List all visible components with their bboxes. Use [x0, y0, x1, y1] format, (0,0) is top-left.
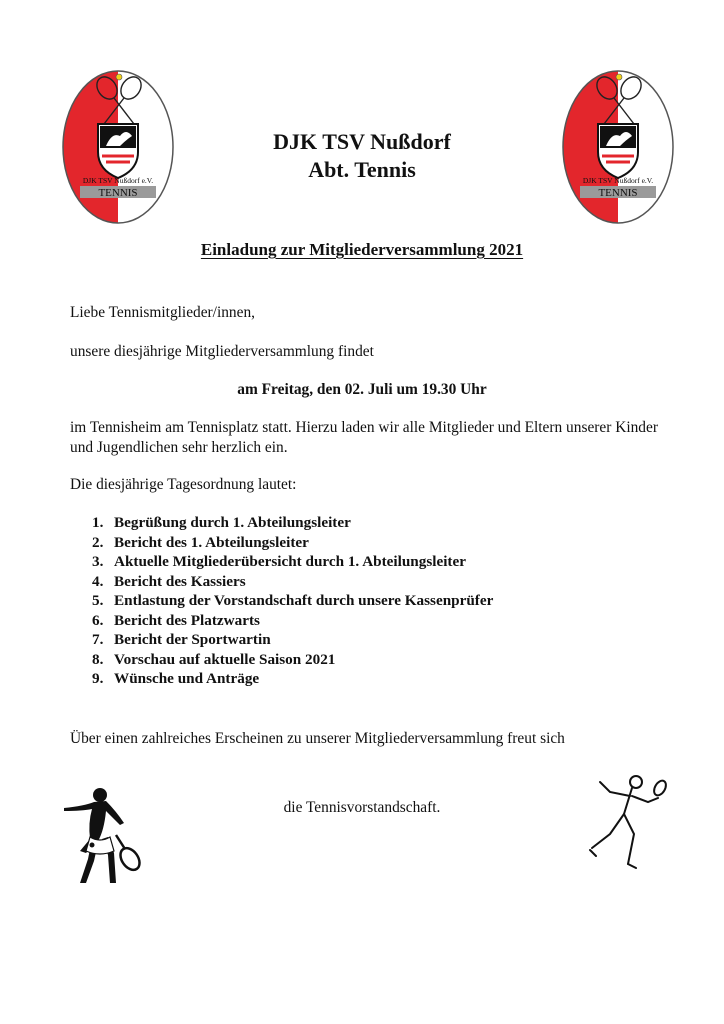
agenda-item-text: Aktuelle Mitgliederübersicht durch 1. Abteilungsleiter	[114, 553, 466, 570]
tennis-player-left-icon	[56, 785, 146, 885]
agenda-item-number: 8.	[92, 650, 104, 668]
tennis-player-right-icon	[588, 772, 668, 874]
agenda-item-text: Wünsche und Anträge	[114, 670, 260, 687]
club-title-line2: Abt. Tennis	[308, 157, 416, 182]
agenda-item	[92, 669, 493, 689]
signature-text: die Tennisvorstandschaft.	[283, 799, 441, 816]
club-logo-right	[560, 68, 676, 226]
agenda-intro-text: Die diesjährige Tagesordnung lautet:	[70, 476, 297, 493]
logo-text-tennis: TENNIS	[598, 187, 638, 199]
agenda-item-text: Bericht des 1. Abteilungsleiter	[114, 533, 309, 551]
intro-text: unsere diesjährige Mitgliederversammlung findet	[70, 343, 374, 360]
agenda-item	[92, 552, 493, 572]
agenda-item-number: 7.	[92, 631, 104, 648]
agenda-item-number: 6.	[92, 611, 104, 629]
agenda-item-text: Begrüßung durch 1. Abteilungsleiter	[114, 514, 351, 531]
agenda-item-text: Entlastung der Vorstandschaft durch unsere Kassenprüfer	[114, 592, 494, 609]
agenda-item	[92, 572, 493, 592]
agenda-item	[92, 513, 493, 533]
club-crest-icon	[60, 68, 176, 226]
agenda-item-text: Vorschau auf aktuelle Saison 2021	[114, 650, 336, 668]
agenda-item	[92, 630, 493, 650]
agenda-item-number: 3.	[92, 553, 104, 570]
agenda-item	[92, 611, 493, 631]
agenda-item-number: 4.	[92, 572, 104, 590]
logo-text-club: DJK TSV Nußdorf e.V.	[582, 176, 654, 185]
meeting-date: am Freitag, den 02. Juli um 19.30 Uhr	[237, 381, 487, 398]
agenda-item-text: Bericht der Sportwartin	[114, 631, 271, 648]
agenda-item-number: 9.	[92, 670, 104, 687]
agenda-item-number: 2.	[92, 533, 104, 551]
logo-text-club: DJK TSV Nußdorf e.V.	[82, 176, 154, 185]
club-title	[200, 128, 524, 184]
agenda-item-text: Bericht des Platzwarts	[114, 611, 260, 629]
agenda-item-text: Bericht des Kassiers	[114, 572, 246, 590]
agenda-item-number: 1.	[92, 514, 104, 531]
agenda-item	[92, 591, 493, 611]
agenda-list	[92, 513, 493, 689]
agenda-item	[92, 650, 493, 670]
agenda-item	[92, 533, 493, 553]
agenda-item-number: 5.	[92, 592, 104, 609]
logo-text-tennis: TENNIS	[98, 187, 138, 199]
greeting-text: Liebe Tennismitglieder/innen,	[70, 304, 255, 321]
location-text: im Tennisheim am Tennisplatz statt. Hierzu laden wir alle Mitglieder und Eltern unserer Kinder und Jugendlichen sehr herzlich ein.	[70, 419, 658, 456]
club-title-line1: DJK TSV Nußdorf	[273, 129, 451, 154]
invitation-heading: Einladung zur Mitgliederversammlung 2021	[200, 240, 524, 259]
club-logo-left	[60, 68, 176, 226]
club-crest-icon	[560, 68, 676, 226]
closing-text: Über einen zahlreiches Erscheinen zu unserer Mitgliederversammlung freut sich	[70, 730, 565, 747]
